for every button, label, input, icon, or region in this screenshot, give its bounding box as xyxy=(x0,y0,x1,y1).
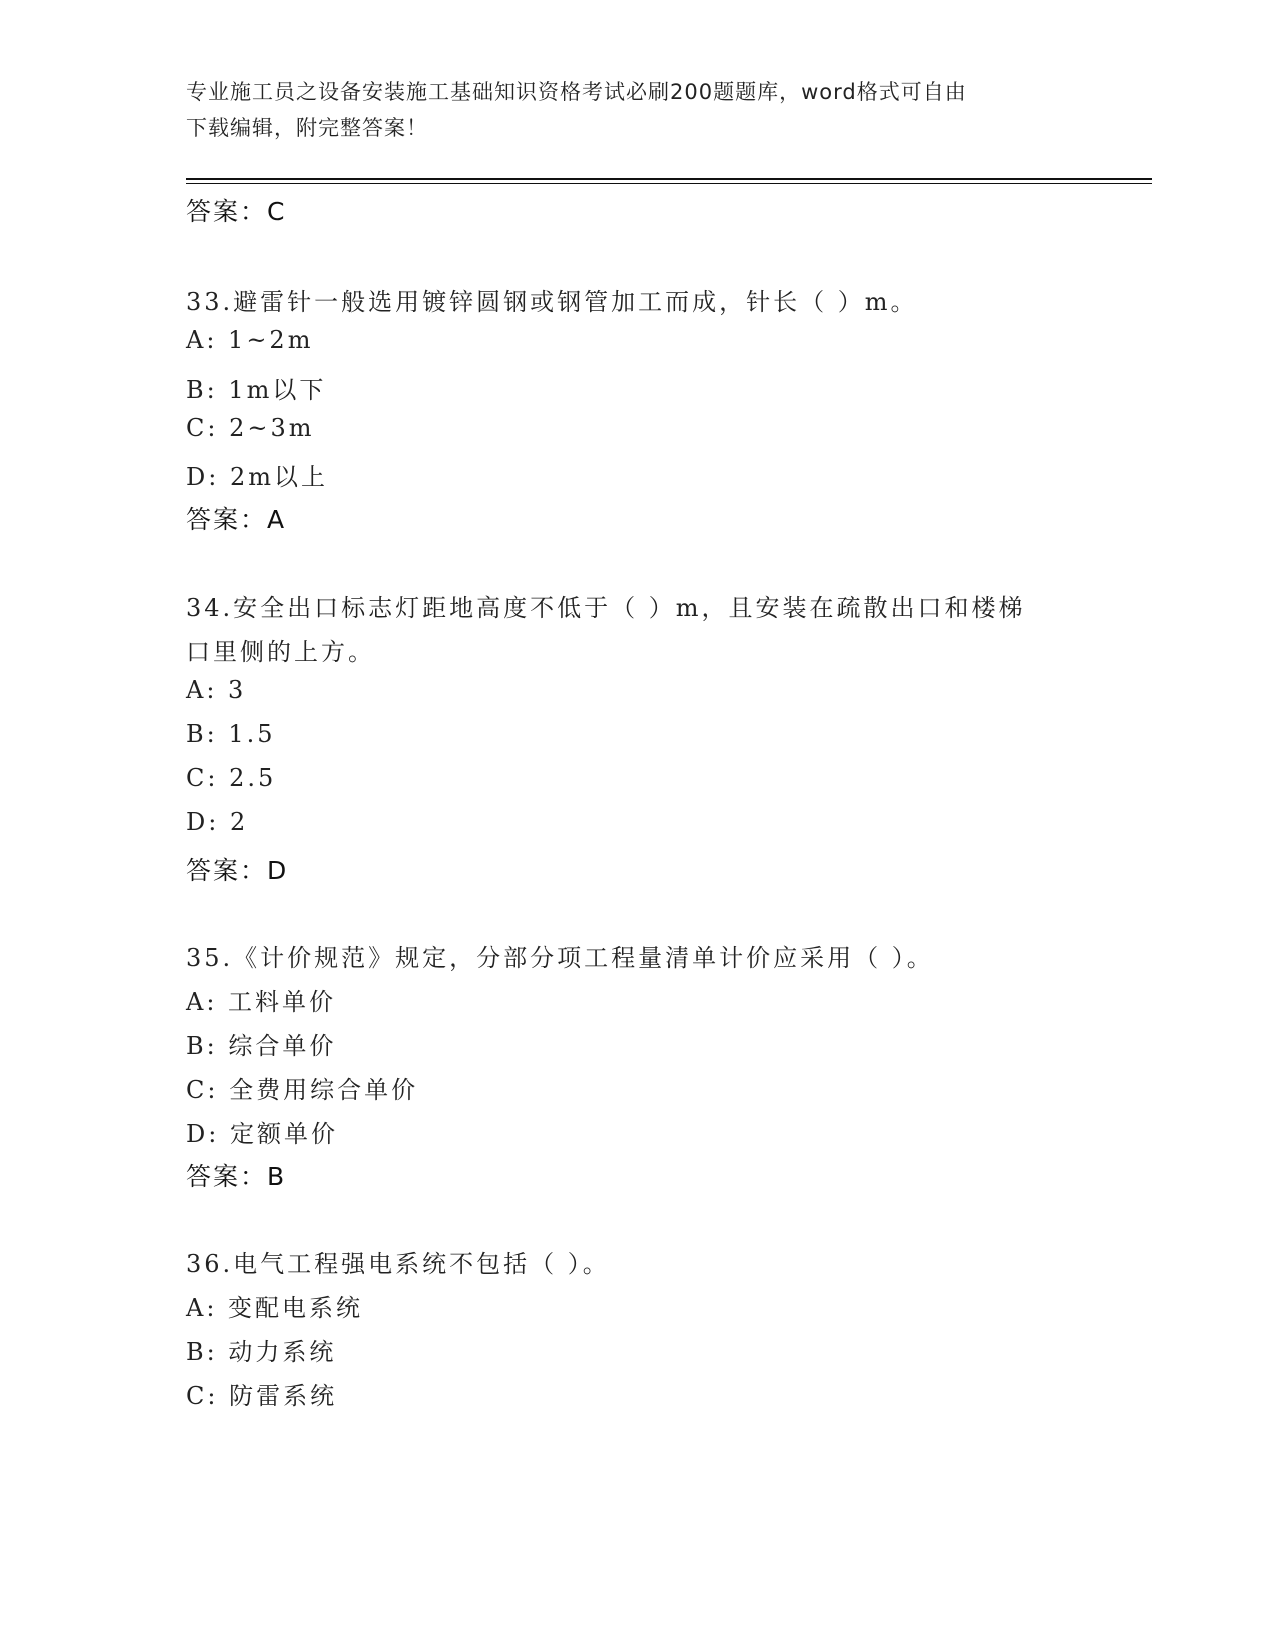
question-35-option-c: C: 全费用综合单价 xyxy=(186,1076,419,1104)
question-33-stem: 33.避雷针一般选用镀锌圆钢或钢管加工而成，针长（ ）m。 xyxy=(186,288,918,316)
question-35-option-d: D: 定额单价 xyxy=(186,1120,338,1148)
question-34-option-c: C: 2.5 xyxy=(186,764,277,792)
question-35-stem: 35.《计价规范》规定，分部分项工程量清单计价应采用（ ）。 xyxy=(186,944,934,972)
header-line-1: 专业施工员之设备安装施工基础知识资格考试必刷200题题库，word格式可自由 xyxy=(186,80,967,104)
question-34-stem-line-1: 34.安全出口标志灯距地高度不低于（ ）m，且安装在疏散出口和楼梯 xyxy=(186,594,1026,622)
question-36-option-b: B: 动力系统 xyxy=(186,1338,337,1366)
question-33-option-b: B: 1m以下 xyxy=(186,376,327,404)
question-35-option-b: B: 综合单价 xyxy=(186,1032,337,1060)
question-33-option-a: A: 1~2m xyxy=(186,326,314,354)
document-header xyxy=(186,74,1086,146)
header-line-2: 下载编辑，附完整答案！ xyxy=(186,116,428,140)
question-35-option-a: A: 工料单价 xyxy=(186,988,337,1016)
answer-34: 答案：D xyxy=(186,856,289,885)
question-33-option-c: C: 2~3m xyxy=(186,414,315,442)
question-34-stem-line-2: 口里侧的上方。 xyxy=(186,638,375,666)
header-rule-thick xyxy=(186,178,1152,180)
question-33-option-d: D: 2m以上 xyxy=(186,463,328,491)
question-36-option-a: A: 变配电系统 xyxy=(186,1294,364,1322)
header-rule-thin xyxy=(186,183,1152,184)
question-34-option-b: B: 1.5 xyxy=(186,720,276,748)
question-34-option-a: A: 3 xyxy=(186,676,247,704)
question-36-option-c: C: 防雷系统 xyxy=(186,1382,338,1410)
answer-32: 答案：C xyxy=(186,197,287,226)
question-36-stem: 36.电气工程强电系统不包括（ ）。 xyxy=(186,1250,610,1278)
question-34-option-d: D: 2 xyxy=(186,808,249,836)
answer-33: 答案：A xyxy=(186,505,287,534)
answer-35: 答案：B xyxy=(186,1162,287,1191)
